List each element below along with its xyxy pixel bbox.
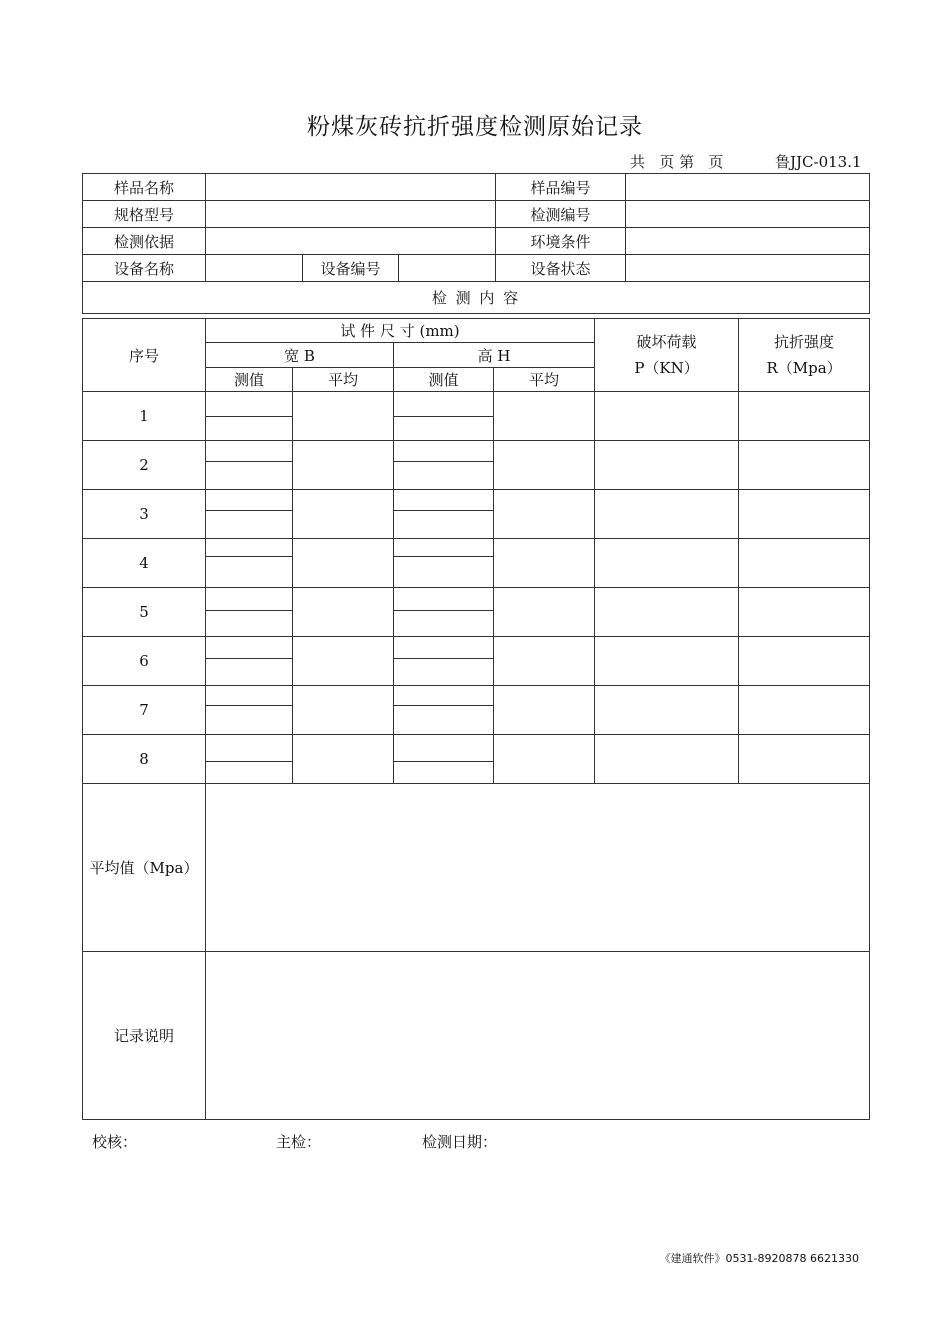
height-average[interactable] [494, 735, 595, 784]
table-row [83, 539, 870, 557]
height-measured-1[interactable] [394, 637, 494, 659]
col-specimen-size: 试 件 尺 寸 (mm) [206, 319, 595, 343]
width-measured-2[interactable] [206, 762, 293, 784]
flex-strength-unit: R（Mpa） [766, 359, 842, 377]
spec-model-label: 规格型号 [83, 201, 206, 228]
sample-no-value[interactable] [626, 174, 870, 201]
height-measured-2[interactable] [394, 511, 494, 539]
height-average[interactable] [494, 637, 595, 686]
break-load-label: 破坏荷载 [636, 333, 697, 351]
height-average[interactable] [494, 441, 595, 490]
height-measured-1[interactable] [394, 490, 494, 511]
width-measured-1[interactable] [206, 392, 293, 417]
width-measured-2[interactable] [206, 659, 293, 686]
col-width: 宽 B [206, 343, 394, 368]
height-average[interactable] [494, 490, 595, 539]
width-measured-2[interactable] [206, 417, 293, 441]
spec-model-value[interactable] [206, 201, 496, 228]
width-measured-1[interactable] [206, 637, 293, 659]
height-measured-2[interactable] [394, 706, 494, 735]
height-measured-1[interactable] [394, 588, 494, 611]
height-average[interactable] [494, 588, 595, 637]
width-average[interactable] [293, 735, 394, 784]
col-flex-strength [739, 319, 870, 392]
flex-strength-value[interactable] [739, 392, 870, 441]
height-measured-2[interactable] [394, 557, 494, 588]
break-load-value[interactable] [595, 735, 739, 784]
flex-strength-value[interactable] [739, 490, 870, 539]
height-measured-2[interactable] [394, 659, 494, 686]
break-load-value[interactable] [595, 441, 739, 490]
table-row [83, 637, 870, 659]
height-measured-1[interactable] [394, 441, 494, 462]
height-average[interactable] [494, 539, 595, 588]
width-average[interactable] [293, 490, 394, 539]
test-basis-label: 检测依据 [83, 228, 206, 255]
row-seq: 3 [83, 490, 206, 539]
width-measured-1[interactable] [206, 441, 293, 462]
table-row [83, 392, 870, 417]
flex-strength-label: 抗折强度 [774, 333, 835, 351]
col-seq: 序号 [83, 319, 206, 392]
table-row [83, 735, 870, 762]
flex-strength-value[interactable] [739, 539, 870, 588]
width-average[interactable] [293, 539, 394, 588]
measurement-table [82, 318, 870, 1120]
brand-footer: 《建通软件》0531-8920878 6621330 [659, 1252, 859, 1265]
sample-name-label: 样品名称 [83, 174, 206, 201]
row-seq: 4 [83, 539, 206, 588]
document-title: 粉煤灰砖抗折强度检测原始记录 [307, 114, 643, 140]
flex-strength-value[interactable] [739, 441, 870, 490]
col-width-measured: 测值 [206, 368, 293, 392]
height-measured-2[interactable] [394, 611, 494, 637]
width-measured-2[interactable] [206, 511, 293, 539]
width-average[interactable] [293, 441, 394, 490]
test-no-label: 检测编号 [496, 201, 626, 228]
col-break-load [595, 319, 739, 392]
row-seq: 6 [83, 637, 206, 686]
break-load-value[interactable] [595, 588, 739, 637]
break-load-value[interactable] [595, 686, 739, 735]
equipment-name-label: 设备名称 [83, 255, 206, 282]
height-average[interactable] [494, 392, 595, 441]
width-average[interactable] [293, 392, 394, 441]
col-height-average: 平均 [494, 368, 595, 392]
sample-no-label: 样品编号 [496, 174, 626, 201]
env-condition-value[interactable] [626, 228, 870, 255]
table-row [83, 686, 870, 706]
sample-name-value[interactable] [206, 174, 496, 201]
equipment-no-label: 设备编号 [303, 255, 399, 282]
width-measured-2[interactable] [206, 706, 293, 735]
width-average[interactable] [293, 637, 394, 686]
test-no-value[interactable] [626, 201, 870, 228]
height-measured-2[interactable] [394, 462, 494, 490]
equipment-status-value[interactable] [626, 255, 870, 282]
height-measured-1[interactable] [394, 686, 494, 706]
width-average[interactable] [293, 686, 394, 735]
col-height: 高 H [394, 343, 595, 368]
equipment-name-value[interactable] [206, 255, 303, 282]
height-measured-1[interactable] [394, 735, 494, 762]
height-measured-2[interactable] [394, 417, 494, 441]
break-load-value[interactable] [595, 490, 739, 539]
table-row [83, 490, 870, 511]
width-measured-1[interactable] [206, 539, 293, 557]
flex-strength-value[interactable] [739, 735, 870, 784]
table-row [83, 441, 870, 462]
break-load-unit: P（KN） [634, 359, 699, 377]
content-heading: 检 测 内 容 [83, 282, 870, 314]
average-value[interactable] [206, 784, 870, 952]
equipment-no-value[interactable] [399, 255, 496, 282]
row-seq: 1 [83, 392, 206, 441]
page-info: 共 页 第 页 [630, 153, 724, 171]
break-load-value[interactable] [595, 539, 739, 588]
height-measured-2[interactable] [394, 762, 494, 784]
width-measured-1[interactable] [206, 490, 293, 511]
flex-strength-value[interactable] [739, 588, 870, 637]
col-width-average: 平均 [293, 368, 394, 392]
width-average[interactable] [293, 588, 394, 637]
width-measured-1[interactable] [206, 588, 293, 611]
row-seq: 2 [83, 441, 206, 490]
flex-strength-value[interactable] [739, 637, 870, 686]
flex-strength-value[interactable] [739, 686, 870, 735]
table-row [83, 588, 870, 611]
test-basis-value[interactable] [206, 228, 496, 255]
width-measured-2[interactable] [206, 611, 293, 637]
reviewer-label: 校核： [92, 1133, 138, 1151]
height-measured-1[interactable] [394, 392, 494, 417]
break-load-value[interactable] [595, 392, 739, 441]
test-date-label: 检测日期： [422, 1133, 498, 1151]
equipment-status-label: 设备状态 [496, 255, 626, 282]
width-measured-1[interactable] [206, 735, 293, 762]
row-seq: 8 [83, 735, 206, 784]
width-measured-2[interactable] [206, 462, 293, 490]
row-seq: 5 [83, 588, 206, 637]
width-measured-2[interactable] [206, 557, 293, 588]
sample-info-table [82, 173, 870, 314]
break-load-value[interactable] [595, 637, 739, 686]
env-condition-label: 环境条件 [496, 228, 626, 255]
width-measured-1[interactable] [206, 686, 293, 706]
remarks-label: 记录说明 [83, 952, 206, 1120]
doc-code: 鲁JJC-013.1 [775, 153, 862, 171]
col-height-measured: 测值 [394, 368, 494, 392]
height-average[interactable] [494, 686, 595, 735]
height-measured-1[interactable] [394, 539, 494, 557]
average-label: 平均值（Mpa） [83, 784, 206, 952]
chief-tester-label: 主检： [276, 1133, 322, 1151]
row-seq: 7 [83, 686, 206, 735]
remarks-value[interactable] [206, 952, 870, 1120]
